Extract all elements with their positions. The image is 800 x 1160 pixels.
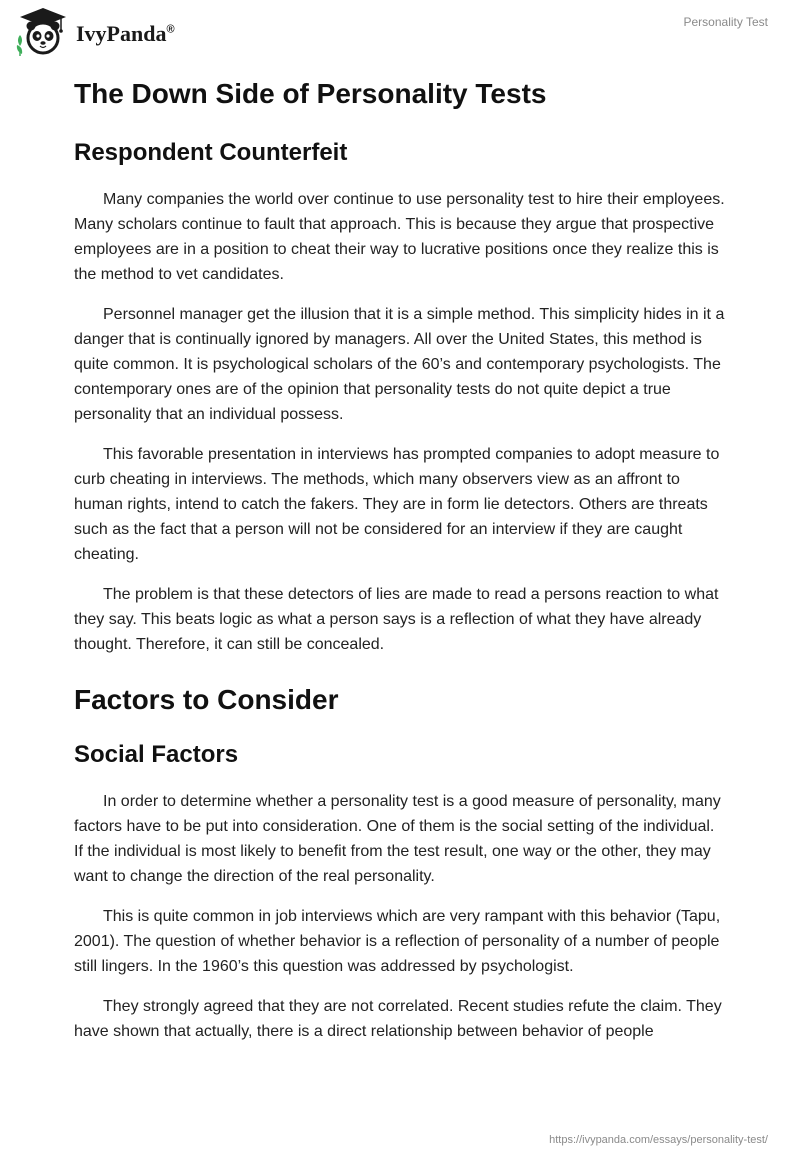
page-header <box>0 0 800 70</box>
article-body <box>74 70 726 1044</box>
paragraph: The problem is that these detectors of lies are made to read a persons reaction to what they say. This beats logic as what a person says is a reflection of what they have already thought. Therefore, it can still be concealed. <box>74 586 719 653</box>
document-title: Personality Test <box>683 15 768 29</box>
logo-text: IvyPanda® <box>76 21 175 46</box>
subheading-social-factors: Social Factors <box>74 741 239 768</box>
subheading-respondent-counterfeit: Respondent Counterfeit <box>74 139 348 166</box>
paragraph: They strongly agreed that they are not correlated. Recent studies refute the claim. They have shown that actually, there is a direct relationship between behavior of people <box>74 998 722 1040</box>
paragraph: This favorable presentation in interviews has prompted companies to adopt measure to curb cheating in interviews. The methods, which many observers view as an affront to human rights, intend to catch the fakers. They are in form lie detectors. Others are threats such as the fact that a person will not be considered for an interview if they are caught cheating. <box>74 446 720 563</box>
panda-graduate-icon <box>14 6 72 58</box>
source-url[interactable]: https://ivypanda.com/essays/personality-test/ <box>549 1134 768 1146</box>
heading-factors-to-consider: Factors to Consider <box>74 684 339 715</box>
ivypanda-logo[interactable] <box>14 6 175 58</box>
paragraph: Many companies the world over continue to use personality test to hire their employees. Many scholars continue to fault that approach. This is because they argue that prospective employees are in a position to cheat their way to lucrative positions once they realize this is the method to vet candidates. <box>74 191 725 283</box>
paragraph: In order to determine whether a personality test is a good measure of personality, many factors have to be put into consideration. One of them is the social setting of the individual. If the individual is most likely to benefit from the test result, one way or the other, they may want to change the direction of the real personality. <box>74 793 721 885</box>
paragraph: This is quite common in job interviews which are very rampant with this behavior (Tapu, 2001). The question of whether behavior is a reflection of personality of a number of people still lingers. In the 1960’s this question was addressed by psychologist. <box>74 908 721 975</box>
paragraph: Personnel manager get the illusion that it is a simple method. This simplicity hides in it a danger that is continually ignored by managers. All over the United States, this method is quite common. It is psychological scholars of the 60’s and contemporary psychologists. The contemporary ones are of the opinion that personality tests do not quite depict a true personality that an individual possess. <box>74 306 725 423</box>
heading-down-side: The Down Side of Personality Tests <box>74 78 547 109</box>
